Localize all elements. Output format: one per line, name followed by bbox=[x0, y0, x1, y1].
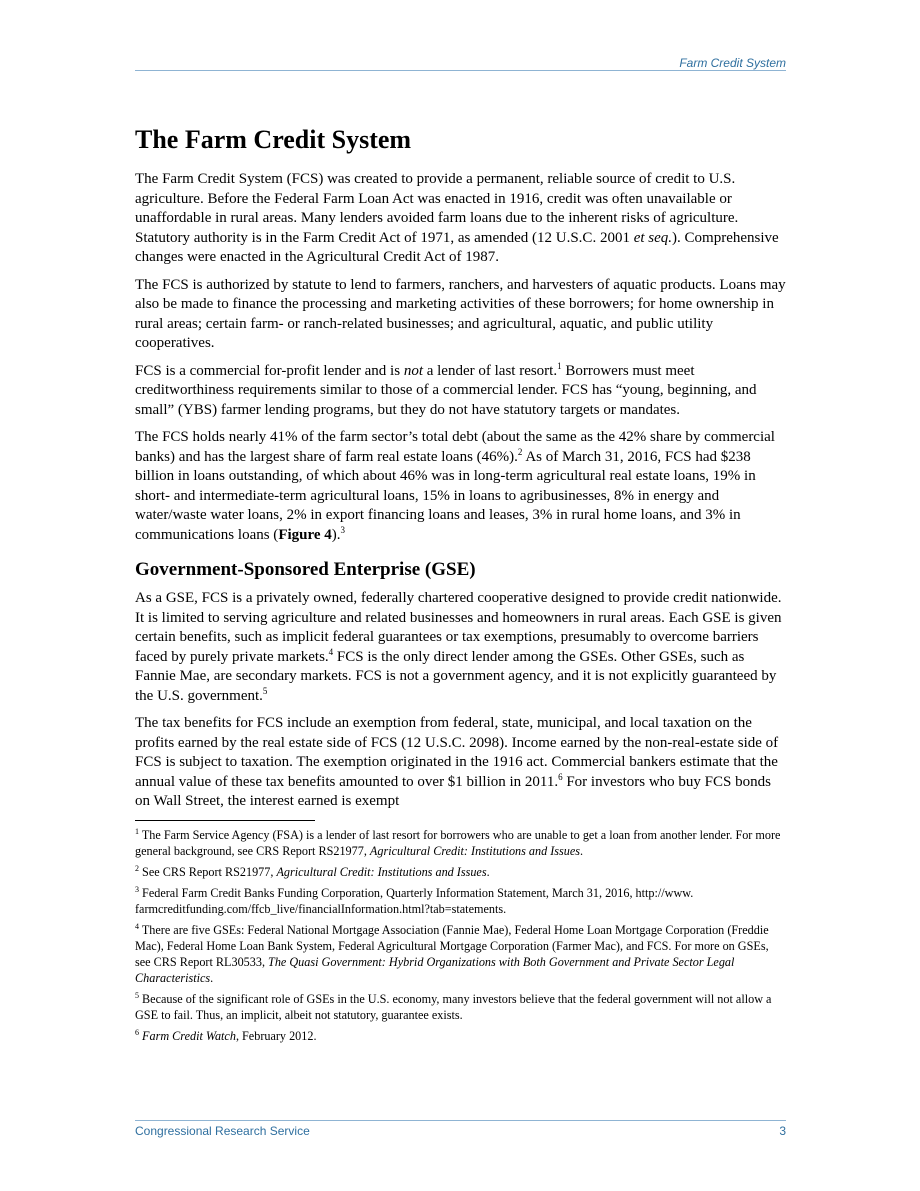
footnote-3: $^3$ Federal Farm Credit Banks Funding Corporation, Quarterly Information Statement, March 31, 2016, http://www. farmcreditfunding.com/ffcb_live/financialInformation.html?tab=statements. bbox=[135, 884, 694, 916]
footnote-2: $^2$ See CRS Report RS21977, Agricultural Credit: Institutions and Issues. bbox=[135, 863, 490, 879]
section-heading-gse: Government-Sponsored Enterprise (GSE) bbox=[135, 559, 476, 580]
footnote-ref-3[interactable]: 3 bbox=[340, 524, 346, 535]
footer-divider bbox=[135, 1120, 786, 1121]
footnote-6: $^6$ Farm Credit Watch, February 2012. bbox=[135, 1027, 317, 1043]
paragraph-fcs-authority: The FCS is authorized by statute to lend to farmers, ranchers, and harvesters of aquatic products. Loans may also be made to finance the processing and marketing activities of these borrowers; for home ownership in rural areas; certain farm- or ranch-related businesses; and agricultural, aquatic, and public utility cooperatives. bbox=[135, 276, 786, 351]
footnote-ref-4[interactable]: 4 bbox=[328, 646, 334, 657]
running-header-title: Farm Credit System bbox=[679, 56, 786, 70]
footnote-5: $^5$ Because of the significant role of GSEs in the U.S. economy, many investors believe that the federal government will not allow a GSE to fail. Thus, an implicit, albeit not statutory, guarantee exists. bbox=[135, 990, 772, 1022]
footnote-ref-6[interactable]: 6 bbox=[558, 771, 563, 782]
header-divider bbox=[135, 70, 786, 71]
footnote-3-url-text: Federal Farm Credit Banks Funding Corporation, Quarterly Information Statement, March 31, 2016, http://www. farmcreditfunding.com/ffcb_live/financialInformation.html?tab=statements. bbox=[135, 885, 694, 916]
footer-source: Congressional Research Service bbox=[135, 1124, 310, 1138]
paragraph-fcs-intro: The Farm Credit System (FCS) was created to provide a permanent, reliable source of credit to U.S. agriculture. Before the Federal Farm Loan Act was enacted in 1916, credit was often unavailable or unaffordable in rural areas. Many lenders avoided farm loans due to the inherent risks of agriculture. Statutory authority is in the Farm Credit Act of 1971, as amended (12 U.S.C. 2001 et seq.). Comprehensive changes were enacted in the Agricultural Credit Act of 1987. bbox=[135, 171, 779, 265]
paragraph-gse-tax-benefits: The tax benefits for FCS include an exemption from federal, state, municipal, and local taxation on the profits earned by the real estate side of FCS (12 U.S.C. 2098). Income earned by the non-real-estate side of FCS is subject to taxation. The exemption originated in the 1916 act. Commercial bankers estimate that the annual value of these tax benefits amounted to over $1 billion in 2011.$^6$ For investors who buy FCS bonds on Wall Street, the interest earned is exempt bbox=[135, 715, 779, 809]
footnote-ref-2[interactable]: 2 bbox=[517, 446, 523, 457]
footnote-divider bbox=[135, 820, 315, 821]
figure-4-reference[interactable]: Figure 4 bbox=[278, 526, 332, 543]
paragraph-gse-overview: As a GSE, FCS is a privately owned, federally chartered cooperative designed to provide credit nationwide. It is limited to serving agriculture and related businesses and homeowners in rural areas. Each GSE is given certain benefits, such as implicit federal guarantees or tax exemptions, presumably to overcome barriers faced by purely private markets.$^4$ FCS is the only direct lender among the GSEs. Other GSEs, such as Fannie Mae, are secondary markets. FCS is not a government agency, and it is not explicitly guaranteed by the U.S. government.$^5$ bbox=[135, 590, 782, 704]
footnotes bbox=[135, 827, 786, 1044]
footnote-ref-1[interactable]: 1 bbox=[557, 360, 562, 371]
paragraph-fcs-lender: FCS is a commercial for-profit lender and is not a lender of last resort.$^1$ Borrowers must meet creditworthiness requirements similar to those of a commercial lender. FCS has “young, beginning, and small” (YBS) farmer lending programs, but they do not have statutory targets or mandates. bbox=[135, 360, 757, 418]
page-title: The Farm Credit System bbox=[135, 125, 412, 154]
footnote-1: $^1$ The Farm Service Agency (FSA) is a lender of last resort for borrowers who are unable to get a loan from another lender. For more general background, see CRS Report RS21977, Agricultural Credit: Institutions and Issues. bbox=[135, 826, 781, 858]
paragraph-fcs-debt-share: The FCS holds nearly 41% of the farm sector’s total debt (about the same as the 42% share by commercial banks) and has the largest share of farm real estate loans (46%).$^2$ As of March 31, 2016, FCS had $238 billion in loans outstanding, of which about 46% was in long-term agricultural real estate loans, 19% in short- and intermediate-term agricultural loans, 15% in loans to agribusinesses, 8% in energy and water/waste water loans, 2% in export financing loans and leases, 3% in rural home loans, and 3% in communications loans (Figure 4).$^3$ bbox=[135, 429, 775, 543]
page-body bbox=[135, 124, 786, 1049]
footnote-ref-5[interactable]: 5 bbox=[262, 685, 268, 696]
footnote-4: $^4$ There are five GSEs: Federal National Mortgage Association (Fannie Mae), Federal Home Loan Mortgage Corporation (Freddie Mac), Federal Home Loan Bank System, Federal Agricultural Mortgage Corporation (Farmer Mac), and FCS. For more on GSEs, see CRS Report RL30533, The Quasi Government: Hybrid Organizations with Both Government and Private Sector Legal Characteristics. bbox=[135, 921, 769, 985]
page-number: 3 bbox=[779, 1124, 786, 1138]
